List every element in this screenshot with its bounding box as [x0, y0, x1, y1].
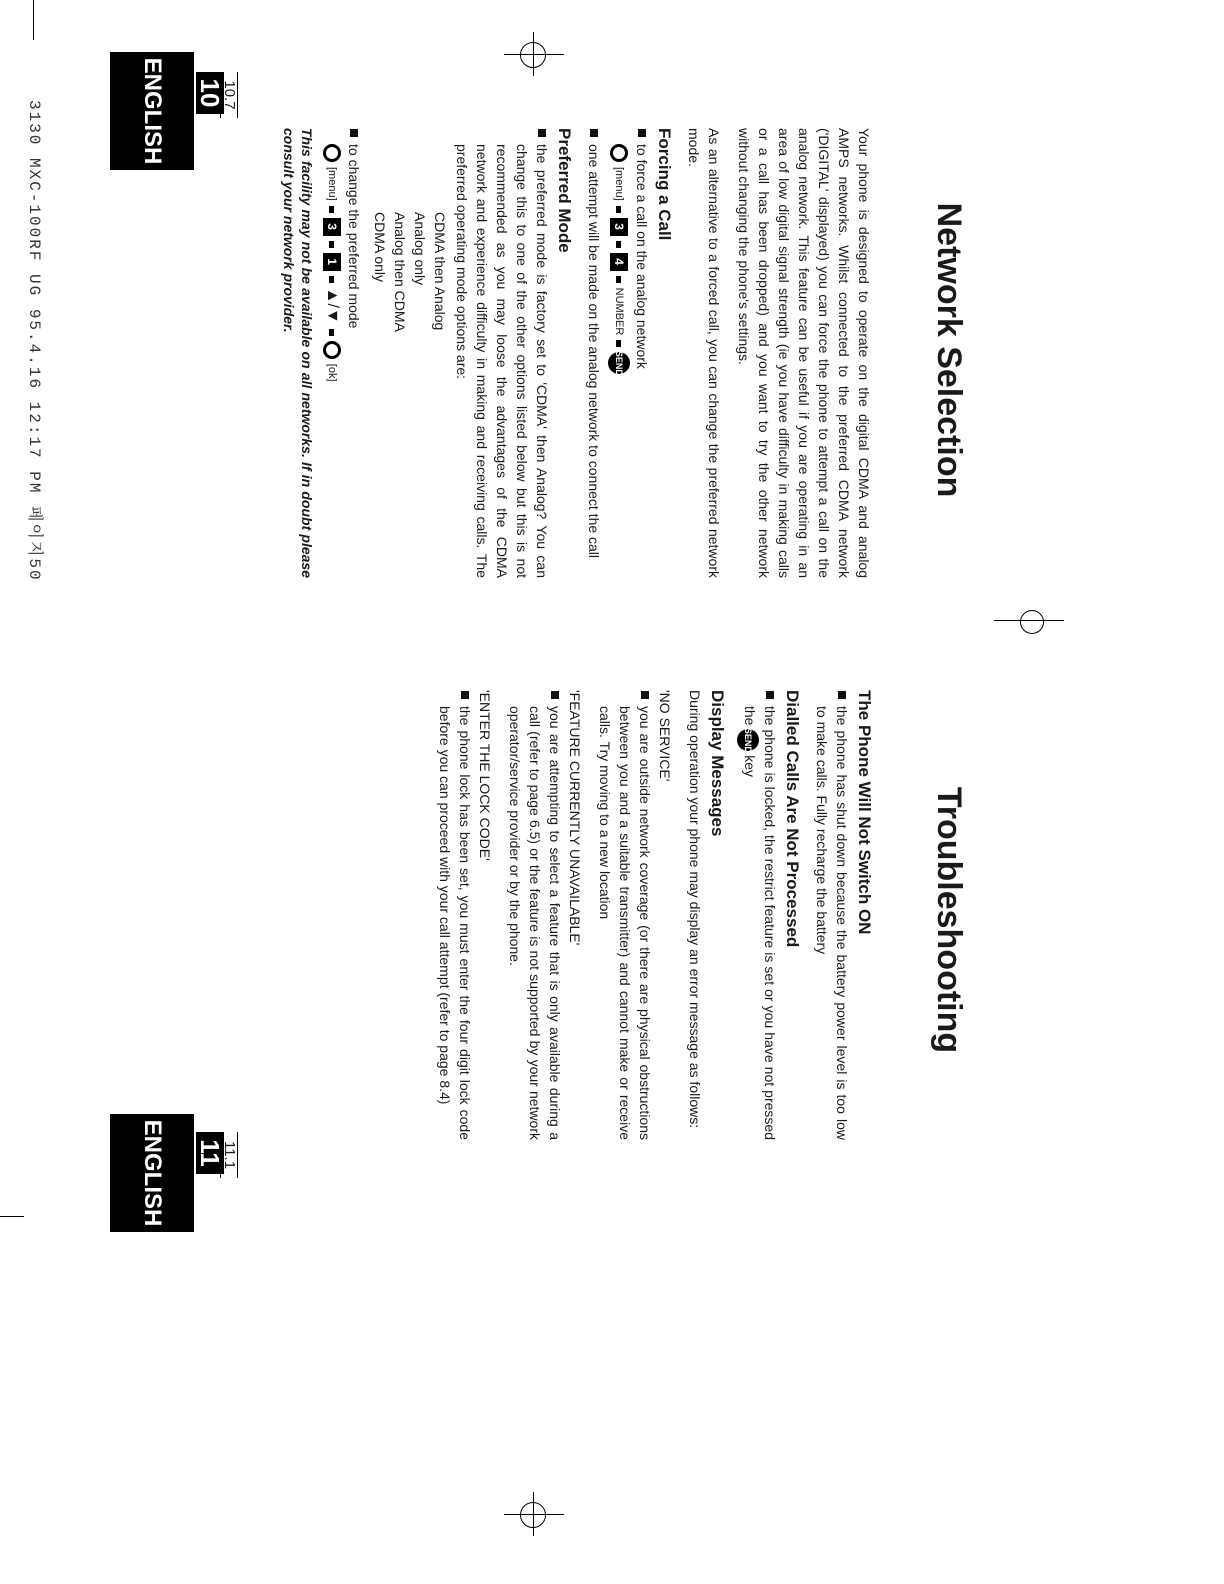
ok-label: [ok] [326, 363, 338, 382]
mode-item: Analog then CDMA [392, 212, 408, 332]
no-service-bullet: you are outside network coverage (or there are physical obstructions between you and a suitable transmitter) and cannot make or receive calls. Try moving to a new location [595, 690, 655, 1140]
up-down-arrow-icon: ▲/▼ [324, 287, 341, 324]
change-mode-key-sequence [322, 128, 342, 578]
crop-mark [33, 0, 34, 40]
send-key-icon: SEND [608, 352, 630, 374]
menu-key-icon [323, 144, 341, 162]
mode-item: CDMA then Analog [432, 212, 448, 331]
separator-icon [330, 329, 335, 336]
right-section-number: 11 [196, 1132, 224, 1174]
separator-icon [617, 206, 622, 213]
network-alt-text: As an alternative to a forced call, you can change the preferred network mode. [686, 128, 722, 578]
forcing-call-heading: Forcing a Call [655, 128, 674, 241]
forcing-key-sequence [608, 128, 630, 578]
key-1-icon: 1 [323, 253, 341, 271]
reg-mark-circle [1020, 610, 1044, 634]
mode-item: CDMA only [372, 212, 388, 283]
reg-mark-circle [520, 42, 546, 68]
change-mode-bullet: to change the preferred mode [344, 128, 364, 578]
right-language-tab: ENGLISH [110, 1114, 194, 1232]
display-messages-heading: Display Messages [708, 690, 727, 837]
left-language-tab: ENGLISH [110, 52, 194, 170]
menu-label: [menu] [613, 167, 625, 201]
dialled-calls-bullet [737, 690, 780, 1140]
ok-key-icon [323, 341, 341, 359]
right-page-title: Troubleshooting [930, 786, 968, 1054]
left-page-ref: 10.7 [220, 72, 238, 118]
dialled-calls-tail: key [742, 755, 758, 778]
separator-icon [617, 241, 622, 248]
left-page-content [280, 128, 874, 578]
network-availability-note: This facility may not be available on all networks. If in doubt please consult your network provider. [281, 128, 315, 578]
display-messages-intro: During operation your phone may display an error message as follows: [687, 690, 703, 1129]
switch-on-bullet: the phone has shut down because the battery power level is too low to make calls. Fully recharge the battery [812, 690, 852, 1140]
number-label: NUMBER [613, 287, 625, 336]
separator-icon [617, 340, 622, 347]
crop-mark [0, 1216, 24, 1217]
forcing-bullet: to force a call on the analog network [632, 128, 652, 578]
key-3-icon: 3 [323, 218, 341, 236]
mode-list [370, 128, 450, 578]
network-intro: Your phone is designed to operate on the digital CDMA and analog AMPS networks. Whilst connected to the preferred CDMA network ('DIGITAL' displayed) you can force the phone to attempt a call on the analog network. This feature can be useful if you are operating in an area of low digital signal strength (ie you have difficulty in making calls or a call has been dropped) and you want to try the other network without changing the phone's settings. [736, 128, 872, 578]
separator-icon [617, 276, 622, 283]
mode-item: Analog only [412, 212, 428, 286]
left-page-title: Network Selection [930, 202, 968, 498]
message-no-service: 'NO SERVICE' [657, 690, 673, 782]
reg-mark-circle [520, 1502, 546, 1528]
right-page-ref: 11.1 [220, 1132, 238, 1178]
separator-icon [330, 276, 335, 283]
switch-on-heading: The Phone Will Not Switch ON [855, 690, 874, 935]
forcing-result-bullet: one attempt will be made on the analog network to connect the call [584, 128, 604, 578]
preferred-mode-bullet: the preferred mode is factory set to 'CDMA' then Analog? You can change this to one of the other options listed below but this is not recommended as you may loose the advantages of the CDMA network and experience difficulty in making and receiving calls. The preferred operating mode options are: [452, 128, 552, 578]
separator-icon [330, 241, 335, 248]
print-header: 3130 MXC-100RF UG 95.4.16 12:17 PM 페이지50 [25, 100, 43, 582]
message-feature-unavailable: 'FEATURE CURRENTLY UNAVAILABLE' [567, 690, 583, 946]
dialled-calls-text: the phone is locked, the restrict feature is set or you have not pressed the [742, 706, 778, 1140]
menu-key-icon [610, 144, 628, 162]
separator-icon [330, 206, 335, 213]
feature-unavailable-bullet: you are attempting to select a feature that is only available during a call (refer to page 6.5) or the feature is not supported by your network operator/service provider or by the phone. [505, 690, 565, 1140]
message-enter-lock-code: 'ENTER THE LOCK CODE' [477, 690, 493, 861]
right-page-content [433, 690, 874, 1140]
lock-code-bullet: the phone lock has been set, you must enter the four digit lock code before you can proceed with your call attempt (refer to page 8.4) [435, 690, 475, 1140]
preferred-mode-heading: Preferred Mode [555, 128, 574, 253]
send-key-icon: SEND [737, 729, 759, 751]
key-4-icon: 4 [610, 253, 628, 271]
dialled-calls-heading: Dialled Calls Are Not Processed [783, 690, 802, 948]
left-section-number: 10 [196, 72, 224, 114]
key-3-icon: 3 [610, 218, 628, 236]
menu-label: [menu] [326, 167, 338, 201]
